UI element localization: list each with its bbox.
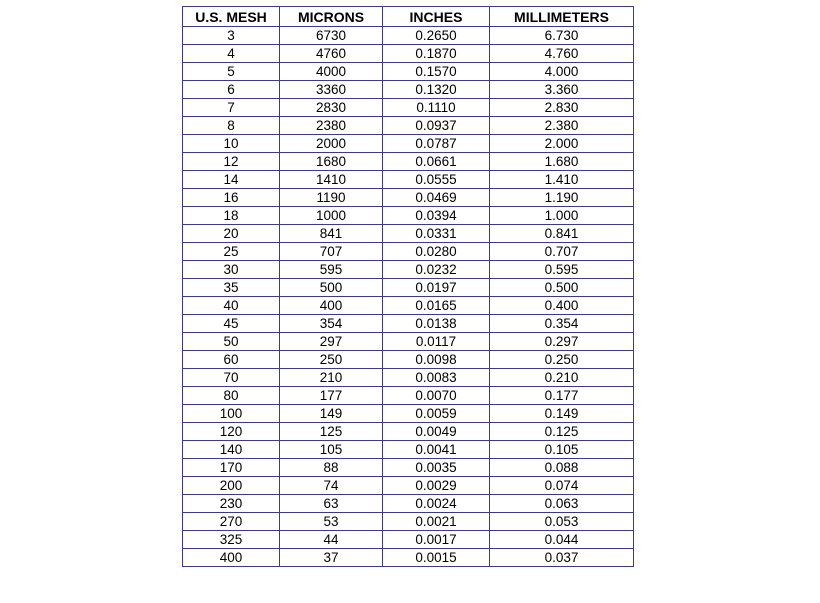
microns-cell: 37	[280, 549, 383, 567]
inches-cell: 0.0469	[383, 189, 490, 207]
microns-cell: 354	[280, 315, 383, 333]
millimeters-cell: 0.044	[490, 531, 634, 549]
inches-cell: 0.0555	[383, 171, 490, 189]
microns-cell: 3360	[280, 81, 383, 99]
table-row	[183, 351, 634, 369]
us-mesh-cell: 4	[183, 45, 280, 63]
microns-cell: 2830	[280, 99, 383, 117]
us-mesh-cell: 100	[183, 405, 280, 423]
table-row	[183, 81, 634, 99]
microns-cell: 74	[280, 477, 383, 495]
us-mesh-cell: 200	[183, 477, 280, 495]
inches-cell: 0.0165	[383, 297, 490, 315]
us-mesh-cell: 14	[183, 171, 280, 189]
us-mesh-cell: 325	[183, 531, 280, 549]
table-row	[183, 459, 634, 477]
inches-cell: 0.0197	[383, 279, 490, 297]
inches-cell: 0.0331	[383, 225, 490, 243]
us-mesh-cell: 80	[183, 387, 280, 405]
table-row	[183, 513, 634, 531]
millimeters-cell: 2.830	[490, 99, 634, 117]
millimeters-cell: 4.000	[490, 63, 634, 81]
inches-cell: 0.1320	[383, 81, 490, 99]
millimeters-cell: 0.595	[490, 261, 634, 279]
microns-cell: 6730	[280, 27, 383, 45]
inches-cell: 0.0394	[383, 207, 490, 225]
millimeters-cell: 0.250	[490, 351, 634, 369]
millimeters-cell: 0.063	[490, 495, 634, 513]
us-mesh-cell: 270	[183, 513, 280, 531]
us-mesh-cell: 16	[183, 189, 280, 207]
table-row	[183, 369, 634, 387]
table-row	[183, 531, 634, 549]
header-inches: INCHES	[383, 7, 490, 27]
millimeters-cell: 0.177	[490, 387, 634, 405]
inches-cell: 0.0017	[383, 531, 490, 549]
table-row	[183, 189, 634, 207]
inches-cell: 0.0041	[383, 441, 490, 459]
inches-cell: 0.0024	[383, 495, 490, 513]
us-mesh-cell: 8	[183, 117, 280, 135]
inches-cell: 0.2650	[383, 27, 490, 45]
inches-cell: 0.0937	[383, 117, 490, 135]
millimeters-cell: 2.000	[490, 135, 634, 153]
us-mesh-cell: 45	[183, 315, 280, 333]
header-us-mesh: U.S. MESH	[183, 7, 280, 27]
header-microns: MICRONS	[280, 7, 383, 27]
millimeters-cell: 0.105	[490, 441, 634, 459]
us-mesh-cell: 30	[183, 261, 280, 279]
table-row	[183, 243, 634, 261]
microns-cell: 400	[280, 297, 383, 315]
table-row	[183, 405, 634, 423]
table-row	[183, 549, 634, 567]
microns-cell: 250	[280, 351, 383, 369]
microns-cell: 105	[280, 441, 383, 459]
millimeters-cell: 1.000	[490, 207, 634, 225]
table-row	[183, 135, 634, 153]
microns-cell: 4760	[280, 45, 383, 63]
table-row	[183, 333, 634, 351]
table-row	[183, 153, 634, 171]
millimeters-cell: 0.037	[490, 549, 634, 567]
us-mesh-cell: 70	[183, 369, 280, 387]
microns-cell: 149	[280, 405, 383, 423]
millimeters-cell: 2.380	[490, 117, 634, 135]
us-mesh-cell: 20	[183, 225, 280, 243]
table-row	[183, 441, 634, 459]
microns-cell: 125	[280, 423, 383, 441]
microns-cell: 1190	[280, 189, 383, 207]
table-row	[183, 207, 634, 225]
table-row	[183, 171, 634, 189]
us-mesh-cell: 120	[183, 423, 280, 441]
table-row	[183, 495, 634, 513]
table-row	[183, 261, 634, 279]
mesh-conversion-table	[182, 6, 634, 567]
us-mesh-cell: 35	[183, 279, 280, 297]
microns-cell: 595	[280, 261, 383, 279]
us-mesh-cell: 60	[183, 351, 280, 369]
millimeters-cell: 6.730	[490, 27, 634, 45]
millimeters-cell: 0.210	[490, 369, 634, 387]
microns-cell: 53	[280, 513, 383, 531]
microns-cell: 1410	[280, 171, 383, 189]
millimeters-cell: 0.088	[490, 459, 634, 477]
inches-cell: 0.0015	[383, 549, 490, 567]
us-mesh-cell: 12	[183, 153, 280, 171]
inches-cell: 0.0059	[383, 405, 490, 423]
us-mesh-cell: 230	[183, 495, 280, 513]
microns-cell: 500	[280, 279, 383, 297]
inches-cell: 0.0787	[383, 135, 490, 153]
inches-cell: 0.0035	[383, 459, 490, 477]
inches-cell: 0.0117	[383, 333, 490, 351]
millimeters-cell: 0.297	[490, 333, 634, 351]
us-mesh-cell: 3	[183, 27, 280, 45]
header-millimeters: MILLIMETERS	[490, 7, 634, 27]
inches-cell: 0.1570	[383, 63, 490, 81]
inches-cell: 0.1110	[383, 99, 490, 117]
inches-cell: 0.0138	[383, 315, 490, 333]
microns-cell: 1680	[280, 153, 383, 171]
inches-cell: 0.0021	[383, 513, 490, 531]
millimeters-cell: 0.125	[490, 423, 634, 441]
millimeters-cell: 0.841	[490, 225, 634, 243]
table-row	[183, 315, 634, 333]
millimeters-cell: 0.053	[490, 513, 634, 531]
table-row	[183, 117, 634, 135]
table-row	[183, 99, 634, 117]
table-body	[183, 27, 634, 567]
table-row	[183, 297, 634, 315]
millimeters-cell: 0.707	[490, 243, 634, 261]
table-row	[183, 225, 634, 243]
microns-cell: 63	[280, 495, 383, 513]
millimeters-cell: 4.760	[490, 45, 634, 63]
header-row	[183, 7, 634, 27]
us-mesh-cell: 50	[183, 333, 280, 351]
microns-cell: 88	[280, 459, 383, 477]
millimeters-cell: 3.360	[490, 81, 634, 99]
us-mesh-cell: 7	[183, 99, 280, 117]
millimeters-cell: 0.400	[490, 297, 634, 315]
table-row	[183, 477, 634, 495]
millimeters-cell: 0.074	[490, 477, 634, 495]
table-row	[183, 27, 634, 45]
us-mesh-cell: 400	[183, 549, 280, 567]
table-row	[183, 45, 634, 63]
table-row	[183, 423, 634, 441]
inches-cell: 0.0049	[383, 423, 490, 441]
millimeters-cell: 1.680	[490, 153, 634, 171]
us-mesh-cell: 140	[183, 441, 280, 459]
us-mesh-cell: 18	[183, 207, 280, 225]
table-row	[183, 63, 634, 81]
inches-cell: 0.0070	[383, 387, 490, 405]
us-mesh-cell: 6	[183, 81, 280, 99]
microns-cell: 707	[280, 243, 383, 261]
inches-cell: 0.0029	[383, 477, 490, 495]
microns-cell: 4000	[280, 63, 383, 81]
us-mesh-cell: 170	[183, 459, 280, 477]
microns-cell: 297	[280, 333, 383, 351]
us-mesh-cell: 25	[183, 243, 280, 261]
microns-cell: 2380	[280, 117, 383, 135]
table-row	[183, 387, 634, 405]
microns-cell: 1000	[280, 207, 383, 225]
millimeters-cell: 1.410	[490, 171, 634, 189]
inches-cell: 0.0098	[383, 351, 490, 369]
microns-cell: 841	[280, 225, 383, 243]
millimeters-cell: 1.190	[490, 189, 634, 207]
us-mesh-cell: 40	[183, 297, 280, 315]
microns-cell: 177	[280, 387, 383, 405]
millimeters-cell: 0.149	[490, 405, 634, 423]
millimeters-cell: 0.354	[490, 315, 634, 333]
microns-cell: 2000	[280, 135, 383, 153]
inches-cell: 0.0280	[383, 243, 490, 261]
inches-cell: 0.0083	[383, 369, 490, 387]
inches-cell: 0.0232	[383, 261, 490, 279]
us-mesh-cell: 5	[183, 63, 280, 81]
millimeters-cell: 0.500	[490, 279, 634, 297]
inches-cell: 0.1870	[383, 45, 490, 63]
microns-cell: 210	[280, 369, 383, 387]
microns-cell: 44	[280, 531, 383, 549]
us-mesh-cell: 10	[183, 135, 280, 153]
inches-cell: 0.0661	[383, 153, 490, 171]
table-row	[183, 279, 634, 297]
